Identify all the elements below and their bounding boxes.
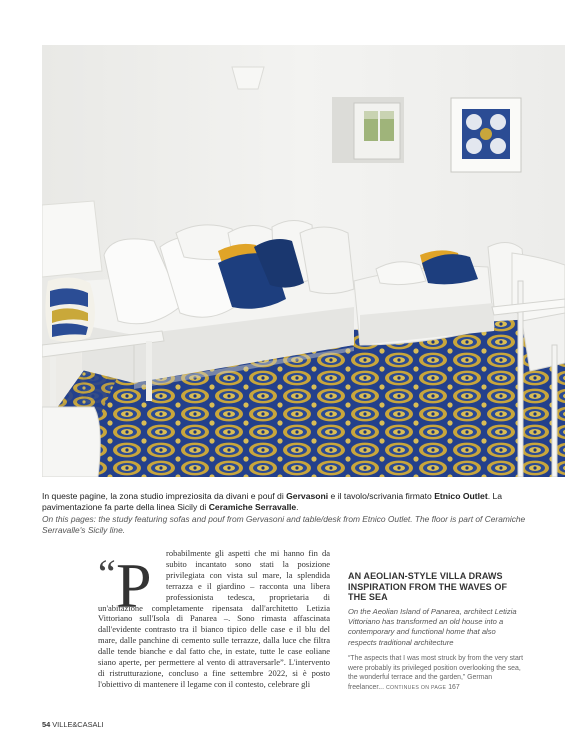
english-lead: On the Aeolian Island of Panarea, architect Letizia Vittoriano has transformed an old house into a contemporary and functional home that also respects traditional architecture: [348, 606, 517, 647]
photo-caption: [42, 491, 562, 536]
caption-brand-gervasoni: Gervasoni: [286, 491, 329, 501]
caption-english: On this pages: the study featuring sofas and pouf from Gervasoni and table/desk from Etnico Outlet. The floor is part of Ceramiche Serravalle's Sicily line.: [42, 514, 526, 535]
caption-brand-etnico: Etnico Outlet: [434, 491, 488, 501]
drop-cap-letter: P: [116, 550, 152, 621]
continues-label: CONTINUES ON PAGE: [385, 684, 447, 691]
caption-brand-serravalle: Ceramiche Serravalle: [208, 502, 297, 512]
page-folio: [42, 720, 104, 729]
caption-italian: In queste pagine, la zona studio impreziosita da divani e pouf di Gervasoni e il tavolo/scrivania firmato Etnico Outlet. La pavimentazione fa parte della linea Sicily di Ceramiche Serravalle.: [42, 491, 503, 512]
magazine-name: VILLE&CASALI: [52, 720, 104, 729]
english-summary: [348, 571, 526, 693]
english-headline: AN AEOLIAN-STYLE VILLA DRAWS INSPIRATION FROM THE WAVES OF THE SEA: [348, 571, 508, 602]
drop-cap-quote: “: [98, 551, 116, 596]
article-text: robabilmente gli aspetti che mi hanno fin da subito incantato sono stati la posizione privilegiata con vista sul mare, la splendida terrazza e il giardino – racconta una libera professionista tedesca, proprietaria di un'abitazione completamente ripensata dall'architetto Letizia Vittoriano sull'Isola di Panarea –. Sono rimasta affascinata dall'evidente contrasto tra il bianco tipico delle case e il blu del mare, dalle panchine di cemento sulle terrazze, dalla luce che filtra dalle tende bianche e dal fatto che, in estate, tutte le case eoliane siano aperte, per permettere al vento di attraversarle”. L'intervento di ristrutturazione, concluso a fine settembre 2022, si è posto l'obiettivo di mantenere il legame con il contesto, celebrare gli: [98, 548, 330, 689]
drop-cap: [98, 550, 166, 621]
interior-photo: [42, 45, 565, 477]
article-body: [98, 548, 330, 690]
page-number: 54: [42, 720, 51, 729]
english-quote: “The aspects that I was most struck by from the very start were probably its privileged position overlooking the sea, the wonderful terrace and the garden,” German freelancer... CONTINUES ON PAGE 167: [348, 655, 524, 691]
continues-page: 167: [448, 683, 460, 691]
